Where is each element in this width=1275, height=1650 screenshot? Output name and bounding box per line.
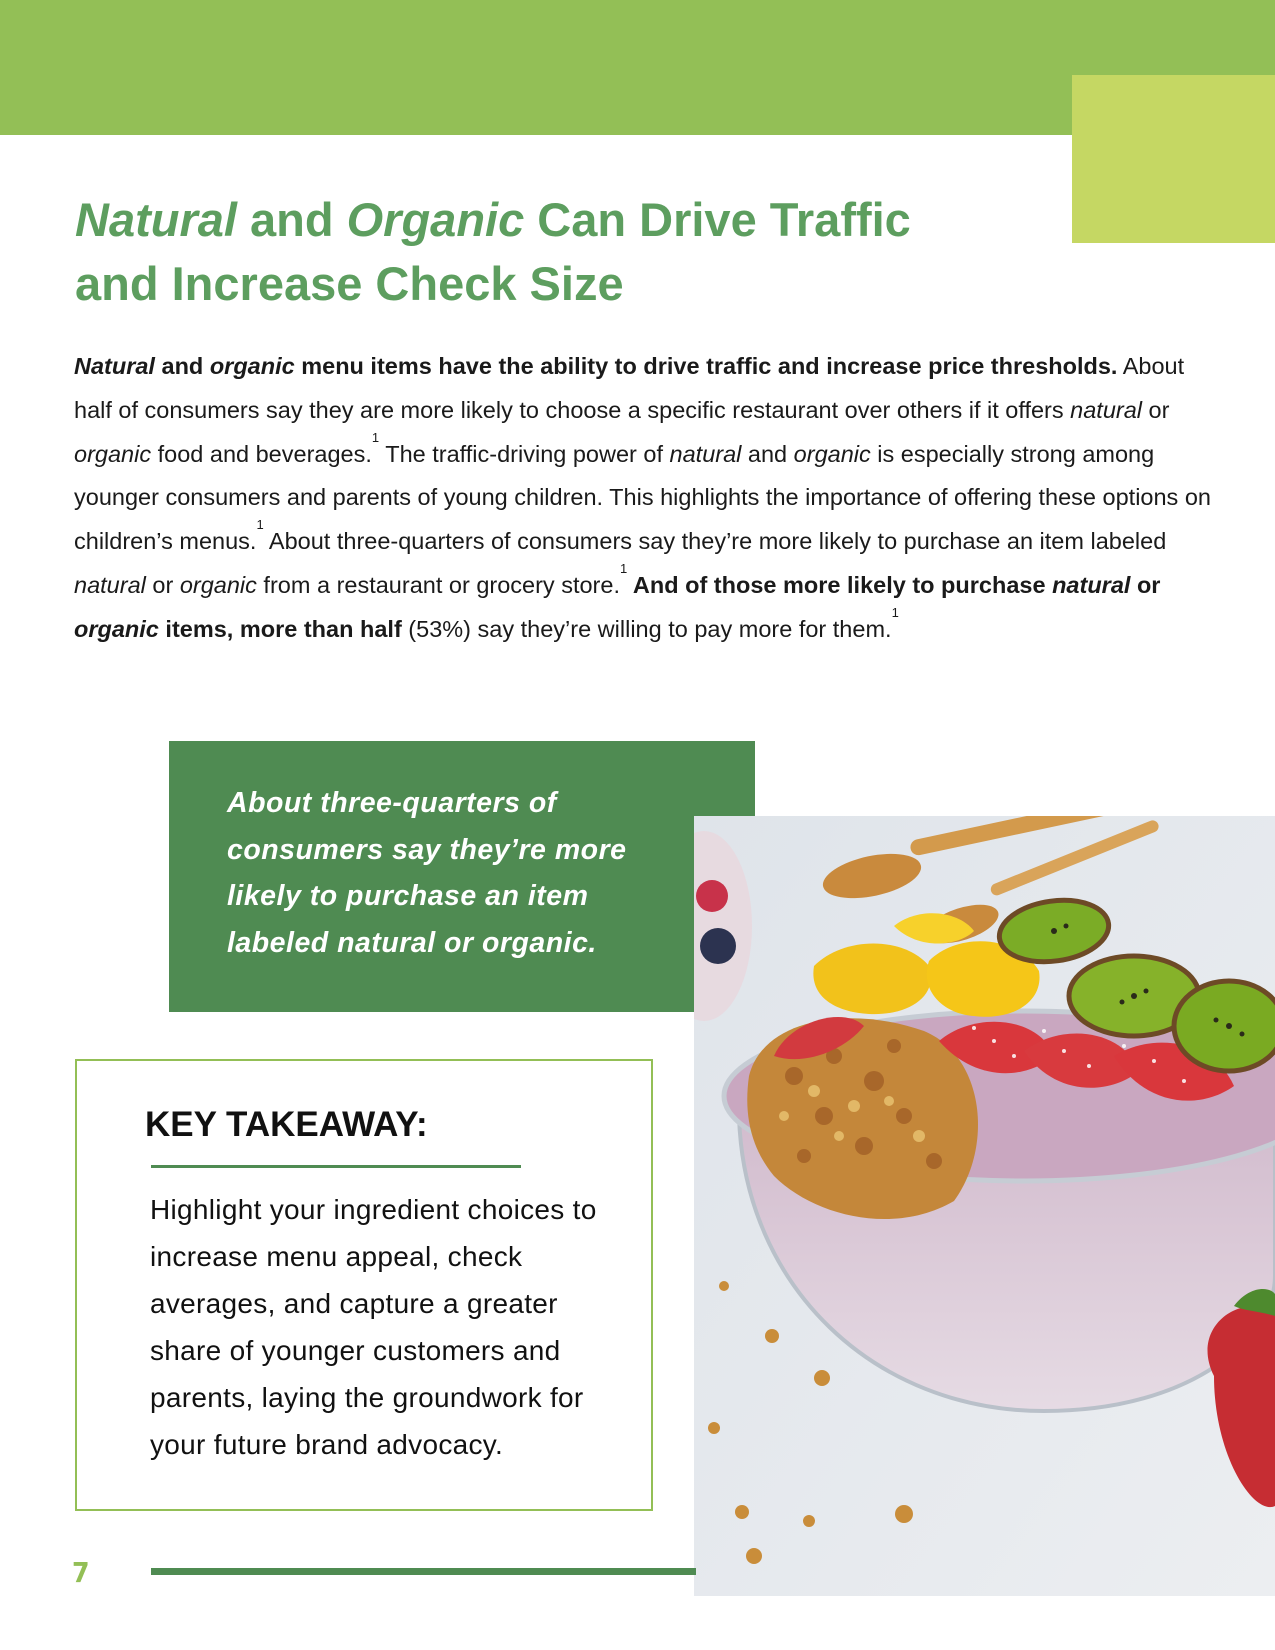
lead-sentence: Natural and organic menu items have the ability to drive traffic and increase price thresholds.: [74, 353, 1118, 379]
key-takeaway-text: Highlight your ingredient choices to increase menu appeal, check averages, and capture a greater share of younger customers and parents, laying the groundwork for your future brand advocacy.: [150, 1194, 597, 1460]
title-word-organic: Organic: [346, 193, 525, 246]
footer-rule: [151, 1568, 696, 1575]
title-word-and: and: [236, 193, 347, 246]
key-takeaway-heading: KEY TAKEAWAY:: [145, 1105, 428, 1144]
pull-quote: About three-quarters of consumers say they’re more likely to purchase an item labeled natural or organic.: [227, 787, 627, 959]
acai-bowl-photo: [694, 816, 1275, 1596]
title-rest: Can Drive Traffic and Increase Check Size: [75, 193, 911, 310]
footnote-ref: 1: [256, 517, 264, 533]
highlight-sentence: And of those more likely to purchase natural or organic items, more than half: [74, 571, 1161, 642]
body-paragraph: Natural and organic menu items have the ability to drive traffic and increase price thresholds. About half of consumers say they are more likely to choose a specific restaurant over others if it offers natural or organic food and beverages.$^1$ The traffic-driving power of natural and organic is especially strong among younger consumers and parents of young children. This highlights the importance of offering these options on children’s menus.$^1$ About three-quarters of consumers say they’re more likely to purchase an item labeled natural or organic from a restaurant or grocery store.$^1$ And of those more likely to purchase natural or organic items, more than half (53%) say they’re willing to pay more for them.$^1$: [74, 353, 1211, 642]
page-title: [75, 188, 995, 316]
footnote-ref: 1: [620, 560, 628, 576]
accent-square: [1072, 75, 1275, 243]
takeaway-divider: [151, 1165, 521, 1168]
page-number: 7: [72, 1556, 90, 1589]
title-word-natural: Natural: [75, 193, 237, 246]
footnote-ref: 1: [371, 429, 380, 445]
footnote-ref: 1: [891, 604, 899, 620]
